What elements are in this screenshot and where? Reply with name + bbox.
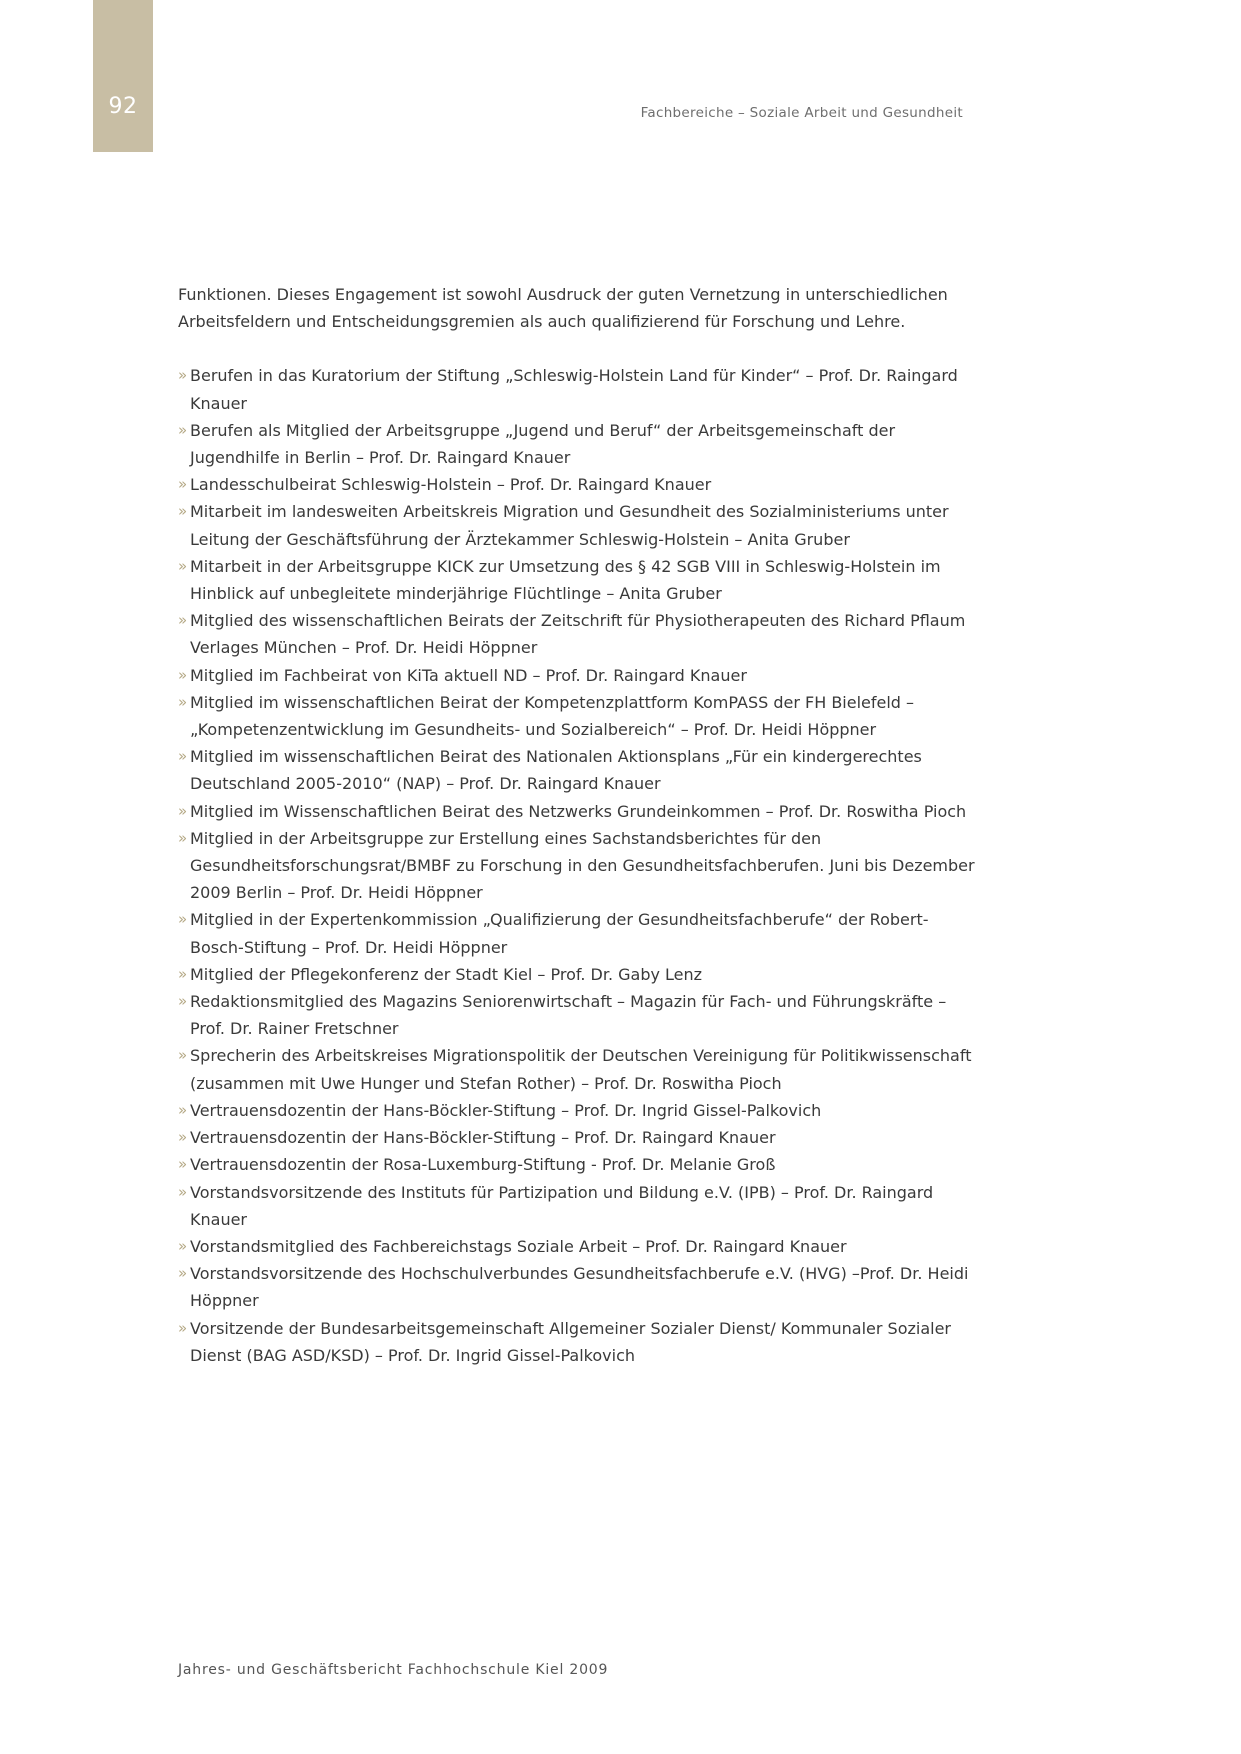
bullet-icon: » bbox=[178, 1100, 188, 1119]
list-item bbox=[178, 1260, 978, 1314]
list-item-text: Redaktionsmitglied des Magazins Seniorenwirtschaft – Magazin für Fach- und Führungskräfte – Prof. Dr. Rainer Fretschner bbox=[190, 992, 947, 1039]
list-item-text: Mitarbeit in der Arbeitsgruppe KICK zur Umsetzung des § 42 SGB VIII in Schleswig-Holstein im Hinblick auf unbegleitete minderjährige Flüchtlinge – Anita Gruber bbox=[190, 556, 941, 604]
list-item bbox=[178, 553, 978, 607]
list-item bbox=[178, 689, 978, 743]
list-item-text: Mitglied im wissenschaftlichen Beirat der Kompetenzplattform KomPASS der FH Bielefeld – „Kompetenzentwicklung im Gesundheits- und Sozialbereich“ – Prof. Dr. Heidi Höppner bbox=[190, 692, 915, 740]
list-item-text: Berufen als Mitglied der Arbeitsgruppe „Jugend und Beruf“ der Arbeitsgemeinschaft der Jugendhilfe in Berlin – Prof. Dr. Raingard Knauer bbox=[190, 420, 896, 468]
bullet-icon: » bbox=[178, 828, 188, 847]
list-item-text: Vorstandsmitglied des Fachbereichstags Soziale Arbeit – Prof. Dr. Raingard Knauer bbox=[190, 1236, 847, 1256]
list-item-text: Vorstandsvorsitzende des Instituts für Partizipation und Bildung e.V. (IPB) – Prof. Dr. Raingard Knauer bbox=[190, 1182, 934, 1229]
list-item bbox=[178, 498, 978, 552]
list-item bbox=[178, 362, 978, 416]
list-item bbox=[178, 743, 978, 797]
bullet-icon: » bbox=[178, 692, 188, 711]
list-item-text: Vorstandsvorsitzende des Hochschulverbundes Gesundheitsfachberufe e.V. (HVG) –Prof. Dr. Heidi Höppner bbox=[190, 1264, 969, 1311]
bullet-icon: » bbox=[178, 910, 188, 929]
list-item-text: Vertrauensdozentin der Hans-Böckler-Stiftung – Prof. Dr. Raingard Knauer bbox=[190, 1128, 776, 1148]
list-item bbox=[178, 961, 978, 988]
list-item bbox=[178, 1042, 978, 1096]
list-item bbox=[178, 1233, 978, 1260]
main-content bbox=[178, 281, 978, 1369]
bullet-icon: » bbox=[178, 665, 188, 684]
page-footer: Jahres- und Geschäftsbericht Fachhochschule Kiel 2009 bbox=[178, 1662, 609, 1678]
list-item-text: Mitglied in der Expertenkommission „Qualifizierung der Gesundheitsfachberufe“ der Robert-Bosch-Stiftung – Prof. Dr. Heidi Höppner bbox=[190, 910, 929, 957]
bullet-icon: » bbox=[178, 1236, 188, 1255]
bullet-icon: » bbox=[178, 420, 188, 439]
page-number: 92 bbox=[108, 94, 138, 119]
bullet-icon: » bbox=[178, 366, 188, 385]
list-item bbox=[178, 798, 978, 825]
list-item bbox=[178, 1179, 978, 1233]
list-item bbox=[178, 417, 978, 471]
bullet-icon: » bbox=[178, 475, 188, 494]
bullet-icon: » bbox=[178, 1046, 188, 1065]
list-item bbox=[178, 906, 978, 960]
list-item-text: Mitglied im Fachbeirat von KiTa aktuell ND – Prof. Dr. Raingard Knauer bbox=[190, 665, 747, 685]
function-list bbox=[178, 362, 978, 1369]
bullet-icon: » bbox=[178, 1318, 188, 1337]
list-item bbox=[178, 662, 978, 689]
list-item bbox=[178, 988, 978, 1042]
bullet-icon: » bbox=[178, 992, 188, 1011]
bullet-icon: » bbox=[178, 1155, 188, 1174]
list-item-text: Vorsitzende der Bundesarbeitsgemeinschaft Allgemeiner Sozialer Dienst/ Kommunaler Sozialer Dienst (BAG ASD/KSD) – Prof. Dr. Ingrid Gissel-Palkovich bbox=[190, 1318, 951, 1365]
bullet-icon: » bbox=[178, 1182, 188, 1201]
bullet-icon: » bbox=[178, 1128, 188, 1147]
bullet-icon: » bbox=[178, 556, 188, 575]
bullet-icon: » bbox=[178, 747, 188, 766]
list-item bbox=[178, 471, 978, 498]
list-item bbox=[178, 1097, 978, 1124]
bullet-icon: » bbox=[178, 964, 188, 983]
list-item-text: Mitglied in der Arbeitsgruppe zur Erstellung eines Sachstandsberichtes für den Gesundheitsforschungsrat/BMBF zu Forschung in den Gesundheitsfachberufen. Juni bis Dezember 2009 Berlin – Prof. Dr. Heidi Höppner bbox=[190, 828, 975, 903]
list-item-text: Mitglied der Pflegekonferenz der Stadt Kiel – Prof. Dr. Gaby Lenz bbox=[190, 964, 703, 984]
list-item bbox=[178, 1315, 978, 1369]
list-item bbox=[178, 1151, 978, 1178]
bullet-icon: » bbox=[178, 1264, 188, 1283]
list-item-text: Landesschulbeirat Schleswig-Holstein – Prof. Dr. Raingard Knauer bbox=[190, 475, 712, 495]
list-item-text: Berufen in das Kuratorium der Stiftung „Schleswig-Holstein Land für Kinder“ – Prof. Dr. Raingard Knauer bbox=[190, 366, 958, 413]
list-item bbox=[178, 607, 978, 661]
list-item-text: Sprecherin des Arbeitskreises Migrationspolitik der Deutschen Vereinigung für Politikwissenschaft (zusammen mit Uwe Hunger und Stefan Rother) – Prof. Dr. Roswitha Pioch bbox=[190, 1046, 972, 1093]
list-item bbox=[178, 825, 978, 907]
bullet-icon: » bbox=[178, 502, 188, 521]
list-item-text: Vertrauensdozentin der Rosa-Luxemburg-Stiftung - Prof. Dr. Melanie Groß bbox=[190, 1155, 776, 1175]
bullet-icon: » bbox=[178, 801, 188, 820]
list-item-text: Mitarbeit im landesweiten Arbeitskreis Migration und Gesundheit des Sozialministeriums unter Leitung der Geschäftsführung der Ärztekammer Schleswig-Holstein – Anita Gruber bbox=[190, 502, 949, 549]
bullet-icon: » bbox=[178, 611, 188, 630]
list-item bbox=[178, 1124, 978, 1151]
page-number-tab bbox=[93, 0, 153, 152]
list-item-text: Vertrauensdozentin der Hans-Böckler-Stiftung – Prof. Dr. Ingrid Gissel-Palkovich bbox=[190, 1100, 822, 1120]
list-item-text: Mitglied im wissenschaftlichen Beirat des Nationalen Aktionsplans „Für ein kindergerechtes Deutschland 2005-2010“ (NAP) – Prof. Dr. Raingard Knauer bbox=[190, 747, 922, 794]
running-header: Fachbereiche – Soziale Arbeit und Gesundheit bbox=[640, 105, 963, 121]
list-item-text: Mitglied im Wissenschaftlichen Beirat des Netzwerks Grundeinkommen – Prof. Dr. Roswitha Pioch bbox=[190, 801, 967, 821]
list-item-text: Mitglied des wissenschaftlichen Beirats der Zeitschrift für Physiotherapeuten des Richard Pflaum Verlages München – Prof. Dr. Heidi Höppner bbox=[190, 611, 966, 658]
intro-paragraph: Funktionen. Dieses Engagement ist sowohl Ausdruck der guten Vernetzung in unterschiedlichen Arbeitsfeldern und Entscheidungsgremien als auch qualifizierend für Forschung und Lehre. bbox=[178, 285, 948, 332]
